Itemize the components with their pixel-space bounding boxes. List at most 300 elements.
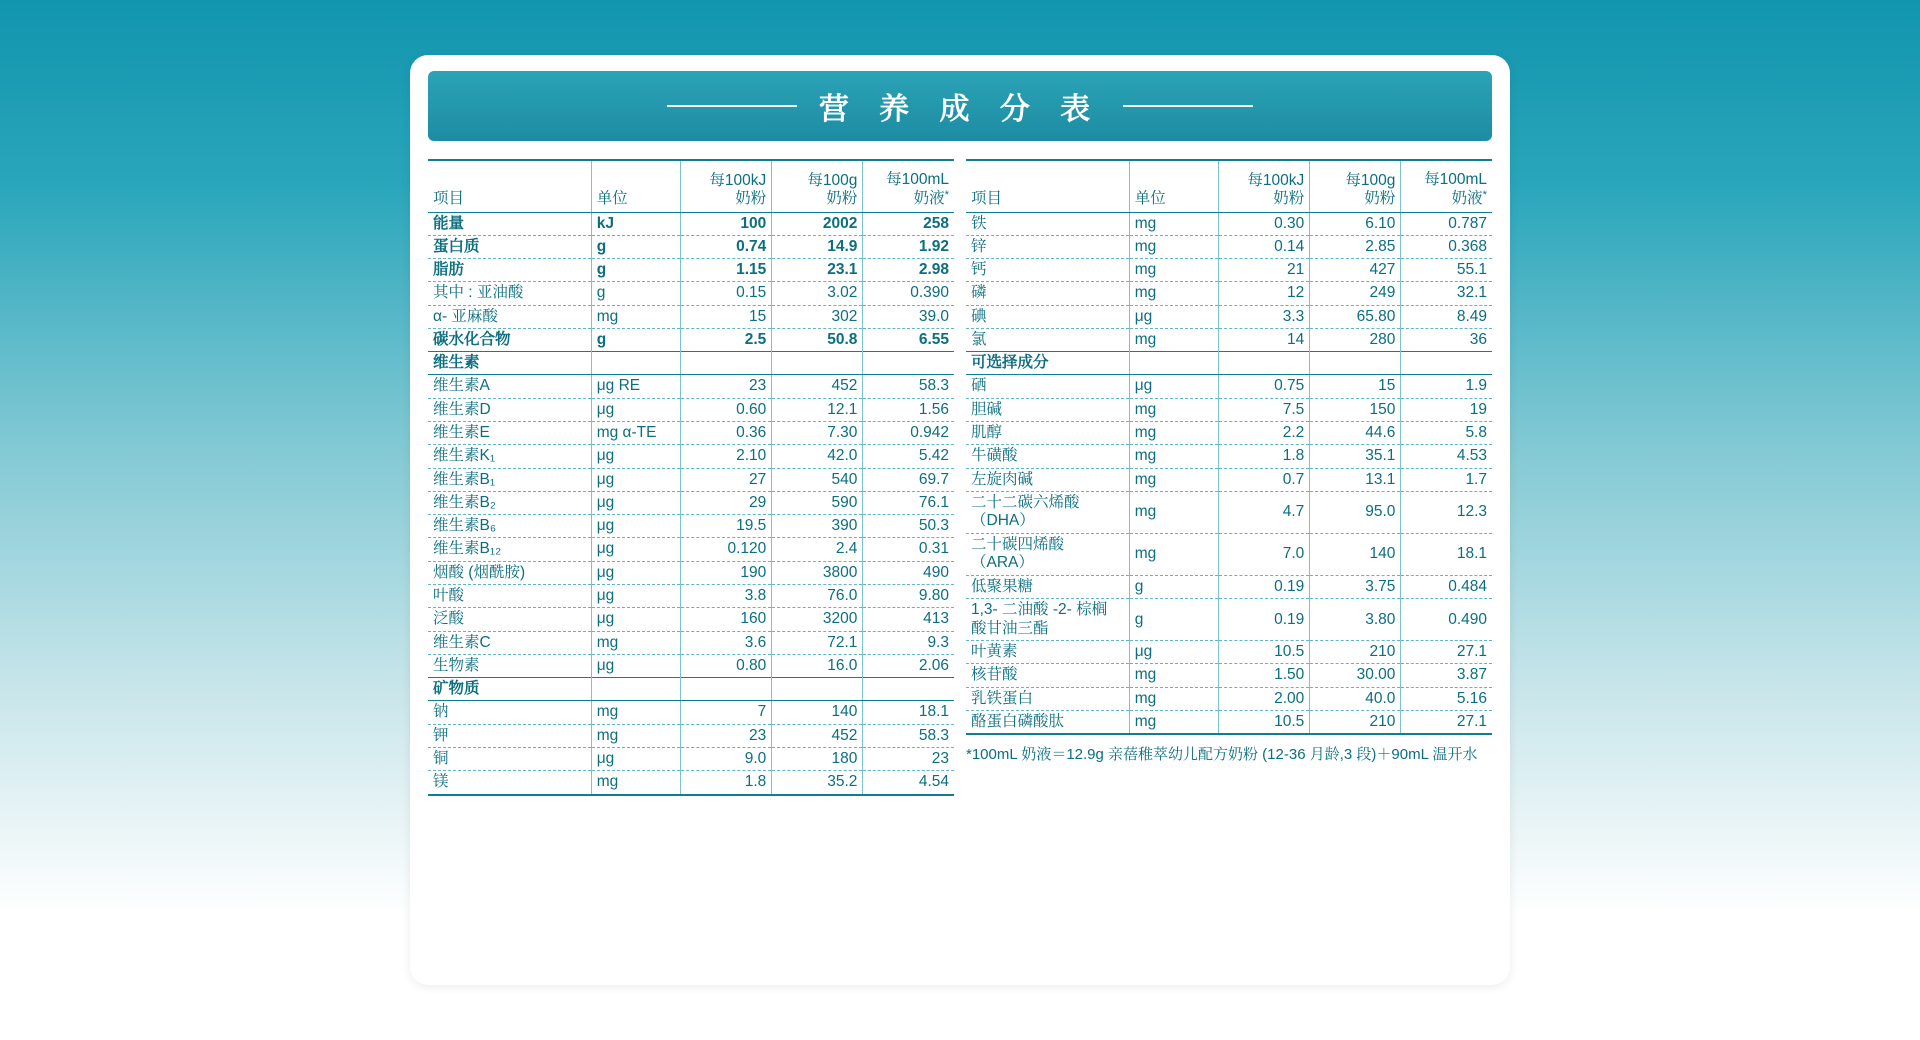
cell-item: 锌 <box>966 235 1129 258</box>
cell-per-100g: 2.4 <box>772 538 863 561</box>
cell-item: 维生素E <box>428 422 591 445</box>
cell-per-100g: 210 <box>1310 711 1401 735</box>
cell-per-100kj: 0.14 <box>1219 235 1310 258</box>
section-blank-cell <box>863 678 954 701</box>
header-per-100ml <box>863 160 954 212</box>
cell-per-100ml: 258 <box>863 212 954 235</box>
header-per-100ml-main: 每100mL <box>886 170 949 188</box>
cell-item: 硒 <box>966 375 1129 398</box>
cell-per-100g: 30.00 <box>1310 664 1401 687</box>
table-row <box>428 468 954 491</box>
cell-per-100g: 76.0 <box>772 585 863 608</box>
table-body-left <box>428 212 954 795</box>
cell-item: 烟酸 (烟酰胺) <box>428 561 591 584</box>
cell-per-100g: 210 <box>1310 641 1401 664</box>
cell-per-100g: 2.85 <box>1310 235 1401 258</box>
cell-per-100kj: 23 <box>681 375 772 398</box>
cell-per-100kj: 29 <box>681 491 772 514</box>
cell-per-100g: 3.75 <box>1310 575 1401 598</box>
cell-item: 叶酸 <box>428 585 591 608</box>
table-row <box>966 445 1492 468</box>
cell-item: 铁 <box>966 212 1129 235</box>
cell-per-100ml: 36 <box>1401 328 1492 351</box>
cell-per-100kj: 14 <box>1219 328 1310 351</box>
table-row <box>966 212 1492 235</box>
table-row <box>428 654 954 677</box>
cell-per-100g: 15 <box>1310 375 1401 398</box>
table-row <box>428 445 954 468</box>
cell-unit: mg <box>591 701 681 724</box>
left-table-column <box>428 159 954 796</box>
cell-unit: μg <box>591 398 681 421</box>
table-head-left <box>428 160 954 212</box>
cell-item: 核苷酸 <box>966 664 1129 687</box>
section-label: 维生素 <box>428 352 591 375</box>
header-per-100g-sub: 奶粉 <box>826 190 858 208</box>
table-header-row <box>966 160 1492 212</box>
cell-per-100kj: 12 <box>1219 282 1310 305</box>
cell-unit: mg <box>591 724 681 747</box>
table-row <box>428 631 954 654</box>
section-blank-cell <box>1401 352 1492 375</box>
section-blank-cell <box>681 678 772 701</box>
cell-item: 钾 <box>428 724 591 747</box>
header-per-100kj-main: 每100kJ <box>1247 171 1305 189</box>
cell-unit: mg <box>591 305 681 328</box>
cell-unit: μg <box>591 468 681 491</box>
table-row <box>966 398 1492 421</box>
cell-per-100ml: 19 <box>1401 398 1492 421</box>
cell-per-100ml: 39.0 <box>863 305 954 328</box>
cell-per-100g: 427 <box>1310 259 1401 282</box>
table-row <box>428 538 954 561</box>
header-item: 项目 <box>966 160 1129 212</box>
tables-container <box>428 159 1492 796</box>
cell-per-100g: 540 <box>772 468 863 491</box>
cell-per-100g: 13.1 <box>1310 468 1401 491</box>
table-row <box>428 398 954 421</box>
cell-item: 铜 <box>428 747 591 770</box>
cell-per-100kj: 1.50 <box>1219 664 1310 687</box>
cell-unit: mg <box>1129 468 1219 491</box>
table-head-right <box>966 160 1492 212</box>
cell-per-100ml: 0.490 <box>1401 599 1492 641</box>
cell-per-100kj: 0.15 <box>681 282 772 305</box>
cell-unit: g <box>1129 575 1219 598</box>
table-row <box>428 422 954 445</box>
cell-per-100g: 452 <box>772 375 863 398</box>
cell-unit: kJ <box>591 212 681 235</box>
header-per-100ml <box>1401 160 1492 212</box>
table-row <box>428 328 954 351</box>
section-label: 矿物质 <box>428 678 591 701</box>
cell-item: 二十碳四烯酸 （ARA） <box>966 533 1129 575</box>
table-header-row <box>428 160 954 212</box>
cell-per-100kj: 0.120 <box>681 538 772 561</box>
cell-unit: mg <box>1129 711 1219 735</box>
cell-unit: μg <box>591 445 681 468</box>
cell-per-100g: 35.2 <box>772 771 863 795</box>
cell-per-100kj: 0.74 <box>681 235 772 258</box>
cell-unit: mg <box>1129 235 1219 258</box>
cell-per-100g: 249 <box>1310 282 1401 305</box>
cell-per-100kj: 1.8 <box>681 771 772 795</box>
footnote: *100mL 奶液＝12.9g 亲蓓稚萃幼儿配方奶粉 (12-36 月龄,3 段)＋90mL 温开水 <box>966 746 1478 764</box>
table-row <box>966 468 1492 491</box>
table-row <box>428 375 954 398</box>
cell-per-100kj: 190 <box>681 561 772 584</box>
cell-item: 维生素A <box>428 375 591 398</box>
table-row <box>966 259 1492 282</box>
cell-per-100ml: 58.3 <box>863 375 954 398</box>
cell-per-100g: 35.1 <box>1310 445 1401 468</box>
header-per-100ml-sub: 奶液* <box>913 189 949 208</box>
cell-unit: mg <box>1129 445 1219 468</box>
table-row <box>428 771 954 795</box>
cell-per-100kj: 7.0 <box>1219 533 1310 575</box>
cell-item: 维生素K₁ <box>428 445 591 468</box>
cell-per-100ml: 490 <box>863 561 954 584</box>
table-row <box>966 305 1492 328</box>
cell-per-100ml: 1.7 <box>1401 468 1492 491</box>
table-row <box>428 515 954 538</box>
cell-unit: mg <box>1129 664 1219 687</box>
cell-per-100ml: 27.1 <box>1401 711 1492 735</box>
cell-item: 维生素B₁ <box>428 468 591 491</box>
header-per-100kj-sub: 奶粉 <box>735 190 767 208</box>
table-row <box>966 422 1492 445</box>
cell-per-100kj: 2.00 <box>1219 687 1310 710</box>
cell-item: 生物素 <box>428 654 591 677</box>
cell-per-100g: 2002 <box>772 212 863 235</box>
cell-per-100kj: 1.8 <box>1219 445 1310 468</box>
cell-item: 碘 <box>966 305 1129 328</box>
cell-per-100ml: 1.56 <box>863 398 954 421</box>
table-section-row <box>428 678 954 701</box>
cell-unit: μg <box>1129 641 1219 664</box>
cell-per-100g: 150 <box>1310 398 1401 421</box>
right-table-column <box>966 159 1492 764</box>
nutrition-card <box>410 55 1510 985</box>
cell-per-100ml: 2.06 <box>863 654 954 677</box>
nutrition-table-right <box>966 159 1492 735</box>
cell-item: 镁 <box>433 773 449 791</box>
cell-item: 能量 <box>428 212 591 235</box>
section-blank-cell <box>591 352 681 375</box>
cell-unit: mg <box>591 771 681 795</box>
cell-unit: g <box>1129 599 1219 641</box>
cell-per-100kj: 7.5 <box>1219 398 1310 421</box>
table-row <box>428 235 954 258</box>
table-row <box>428 259 954 282</box>
cell-unit: mg <box>1129 398 1219 421</box>
table-row <box>428 747 954 770</box>
cell-item: 其中 : 亚油酸 <box>428 282 591 305</box>
cell-per-100g: 390 <box>772 515 863 538</box>
cell-item: 牛磺酸 <box>966 445 1129 468</box>
cell-per-100kj: 21 <box>1219 259 1310 282</box>
cell-item: 酪蛋白磷酸肽 <box>971 713 1065 730</box>
cell-per-100kj: 10.5 <box>1219 711 1310 735</box>
card-header <box>428 71 1492 141</box>
cell-per-100g: 180 <box>772 747 863 770</box>
table-section-row <box>966 352 1492 375</box>
cell-per-100ml: 8.49 <box>1401 305 1492 328</box>
cell-item: 钙 <box>966 259 1129 282</box>
cell-per-100g: 42.0 <box>772 445 863 468</box>
cell-per-100g: 12.1 <box>772 398 863 421</box>
cell-unit: μg <box>591 561 681 584</box>
table-row <box>428 585 954 608</box>
header-per-100kj <box>681 160 772 212</box>
header-per-100kj-sub: 奶粉 <box>1273 190 1305 208</box>
cell-per-100ml: 27.1 <box>1401 641 1492 664</box>
table-row <box>966 533 1492 575</box>
cell-unit: mg α-TE <box>591 422 681 445</box>
cell-per-100ml: 9.3 <box>863 631 954 654</box>
cell-per-100g: 72.1 <box>772 631 863 654</box>
cell-per-100ml: 2.98 <box>863 259 954 282</box>
cell-per-100kj: 7 <box>681 701 772 724</box>
cell-per-100kj: 0.36 <box>681 422 772 445</box>
cell-item: 维生素B₂ <box>428 491 591 514</box>
table-row <box>428 305 954 328</box>
cell-per-100ml: 0.942 <box>863 422 954 445</box>
cell-unit: μg <box>591 608 681 631</box>
cell-per-100kj: 19.5 <box>681 515 772 538</box>
header-per-100g <box>1310 160 1401 212</box>
cell-item: 1,3- 二油酸 -2- 棕榈 酸甘油三酯 <box>966 599 1129 641</box>
cell-per-100g: 14.9 <box>772 235 863 258</box>
header-per-100ml-main: 每100mL <box>1424 170 1487 188</box>
header-per-100g <box>772 160 863 212</box>
cell-per-100kj: 0.75 <box>1219 375 1310 398</box>
cell-per-100ml: 32.1 <box>1401 282 1492 305</box>
cell-per-100kj: 100 <box>681 212 772 235</box>
header-rule-left <box>667 105 797 107</box>
cell-per-100ml: 4.54 <box>863 771 954 795</box>
cell-item: 二十二碳六烯酸 （DHA） <box>966 491 1129 533</box>
cell-unit: mg <box>1129 687 1219 710</box>
section-blank-cell <box>1219 352 1310 375</box>
cell-per-100kj: 27 <box>681 468 772 491</box>
table-row <box>966 575 1492 598</box>
cell-per-100g: 44.6 <box>1310 422 1401 445</box>
cell-unit: μg <box>591 585 681 608</box>
section-blank-cell <box>772 678 863 701</box>
table-section-row <box>428 352 954 375</box>
table-row <box>428 282 954 305</box>
cell-per-100ml: 0.787 <box>1401 212 1492 235</box>
cell-per-100ml: 6.55 <box>863 328 954 351</box>
cell-per-100g: 50.8 <box>772 328 863 351</box>
cell-per-100g: 40.0 <box>1310 687 1401 710</box>
cell-per-100kj: 2.10 <box>681 445 772 468</box>
cell-per-100ml: 18.1 <box>863 701 954 724</box>
cell-per-100kj: 0.30 <box>1219 212 1310 235</box>
cell-unit: μg <box>1129 305 1219 328</box>
cell-unit: g <box>591 235 681 258</box>
cell-item: 维生素C <box>428 631 591 654</box>
cell-per-100g: 590 <box>772 491 863 514</box>
cell-per-100ml: 23 <box>863 747 954 770</box>
header-rule-right <box>1123 105 1253 107</box>
cell-per-100g: 140 <box>1310 533 1401 575</box>
cell-item: 脂肪 <box>428 259 591 282</box>
section-blank-cell <box>1129 352 1219 375</box>
cell-per-100ml: 58.3 <box>863 724 954 747</box>
cell-per-100ml: 1.9 <box>1401 375 1492 398</box>
nutrition-table-left <box>428 159 954 796</box>
cell-per-100ml: 9.80 <box>863 585 954 608</box>
cell-per-100kj: 2.2 <box>1219 422 1310 445</box>
cell-unit: g <box>591 259 681 282</box>
cell-item: 左旋肉碱 <box>966 468 1129 491</box>
table-row <box>966 491 1492 533</box>
cell-unit: g <box>591 328 681 351</box>
cell-per-100g: 7.30 <box>772 422 863 445</box>
cell-per-100g: 3800 <box>772 561 863 584</box>
cell-unit: g <box>591 282 681 305</box>
cell-unit: μg <box>591 654 681 677</box>
table-body-right <box>966 212 1492 734</box>
table-row <box>428 491 954 514</box>
cell-unit: μg <box>591 538 681 561</box>
section-blank-cell <box>681 352 772 375</box>
header-per-100kj-main: 每100kJ <box>709 171 767 189</box>
cell-per-100g: 95.0 <box>1310 491 1401 533</box>
section-blank-cell <box>1310 352 1401 375</box>
cell-per-100ml: 1.92 <box>863 235 954 258</box>
cell-per-100ml: 5.16 <box>1401 687 1492 710</box>
cell-per-100kj: 4.7 <box>1219 491 1310 533</box>
table-row <box>428 561 954 584</box>
cell-unit: mg <box>1129 491 1219 533</box>
cell-per-100ml: 413 <box>863 608 954 631</box>
cell-item: 氯 <box>966 328 1129 351</box>
cell-item: 维生素B₁₂ <box>428 538 591 561</box>
header-per-100ml-sub: 奶液* <box>1451 189 1487 208</box>
cell-per-100g: 3.80 <box>1310 599 1401 641</box>
cell-per-100g: 302 <box>772 305 863 328</box>
cell-per-100kj: 0.19 <box>1219 599 1310 641</box>
cell-per-100ml: 69.7 <box>863 468 954 491</box>
cell-per-100kj: 15 <box>681 305 772 328</box>
cell-item: α- 亚麻酸 <box>428 305 591 328</box>
cell-per-100kj: 9.0 <box>681 747 772 770</box>
cell-per-100g: 6.10 <box>1310 212 1401 235</box>
table-row <box>966 282 1492 305</box>
cell-per-100kj: 0.60 <box>681 398 772 421</box>
cell-per-100g: 280 <box>1310 328 1401 351</box>
table-row <box>966 687 1492 710</box>
cell-per-100ml: 0.31 <box>863 538 954 561</box>
section-blank-cell <box>591 678 681 701</box>
cell-per-100g: 23.1 <box>772 259 863 282</box>
header-per-100g-sub: 奶粉 <box>1364 190 1396 208</box>
section-blank-cell <box>772 352 863 375</box>
cell-per-100ml: 0.390 <box>863 282 954 305</box>
cell-item: 维生素B₆ <box>428 515 591 538</box>
cell-per-100g: 65.80 <box>1310 305 1401 328</box>
table-row <box>966 328 1492 351</box>
cell-per-100ml: 76.1 <box>863 491 954 514</box>
cell-per-100g: 16.0 <box>772 654 863 677</box>
header-unit: 单位 <box>1129 160 1219 212</box>
cell-item: 钠 <box>428 701 591 724</box>
table-row <box>966 664 1492 687</box>
cell-per-100kj: 0.7 <box>1219 468 1310 491</box>
cell-unit: mg <box>1129 282 1219 305</box>
cell-per-100g: 452 <box>772 724 863 747</box>
section-blank-cell <box>863 352 954 375</box>
cell-per-100kj: 3.8 <box>681 585 772 608</box>
cell-per-100ml: 4.53 <box>1401 445 1492 468</box>
cell-unit: mg <box>1129 328 1219 351</box>
table-row <box>966 235 1492 258</box>
cell-per-100g: 3200 <box>772 608 863 631</box>
cell-per-100kj: 2.5 <box>681 328 772 351</box>
cell-per-100ml: 5.42 <box>863 445 954 468</box>
table-row <box>966 599 1492 641</box>
cell-item: 维生素D <box>428 398 591 421</box>
cell-per-100ml: 12.3 <box>1401 491 1492 533</box>
cell-unit: μg <box>591 747 681 770</box>
table-row <box>428 212 954 235</box>
cell-item: 泛酸 <box>428 608 591 631</box>
cell-item: 叶黄素 <box>966 641 1129 664</box>
table-row <box>966 375 1492 398</box>
cell-unit: μg <box>591 515 681 538</box>
header-item: 项目 <box>428 160 591 212</box>
cell-item: 磷 <box>966 282 1129 305</box>
header-per-100kj <box>1219 160 1310 212</box>
cell-item: 肌醇 <box>966 422 1129 445</box>
cell-unit: mg <box>1129 533 1219 575</box>
cell-per-100kj: 160 <box>681 608 772 631</box>
table-row <box>428 608 954 631</box>
cell-unit: mg <box>1129 422 1219 445</box>
cell-unit: μg <box>591 491 681 514</box>
header-unit: 单位 <box>591 160 681 212</box>
cell-per-100g: 3.02 <box>772 282 863 305</box>
header-per-100g-main: 每100g <box>807 171 858 189</box>
table-row <box>428 701 954 724</box>
cell-unit: μg <box>1129 375 1219 398</box>
cell-per-100kj: 10.5 <box>1219 641 1310 664</box>
page-title: 营 养 成 分 表 <box>818 93 1102 126</box>
cell-per-100kj: 0.19 <box>1219 575 1310 598</box>
cell-per-100ml: 5.8 <box>1401 422 1492 445</box>
cell-per-100kj: 23 <box>681 724 772 747</box>
cell-per-100ml: 0.484 <box>1401 575 1492 598</box>
cell-per-100g: 140 <box>772 701 863 724</box>
cell-item: 乳铁蛋白 <box>966 687 1129 710</box>
cell-item: 碳水化合物 <box>428 328 591 351</box>
cell-item: 低聚果糖 <box>966 575 1129 598</box>
cell-per-100kj: 1.15 <box>681 259 772 282</box>
section-label: 可选择成分 <box>966 352 1129 375</box>
cell-per-100kj: 3.6 <box>681 631 772 654</box>
cell-unit: mg <box>591 631 681 654</box>
cell-per-100ml: 0.368 <box>1401 235 1492 258</box>
cell-per-100ml: 18.1 <box>1401 533 1492 575</box>
table-row <box>966 641 1492 664</box>
cell-item: 蛋白质 <box>428 235 591 258</box>
cell-item: 胆碱 <box>966 398 1129 421</box>
cell-per-100kj: 0.80 <box>681 654 772 677</box>
cell-per-100ml: 55.1 <box>1401 259 1492 282</box>
